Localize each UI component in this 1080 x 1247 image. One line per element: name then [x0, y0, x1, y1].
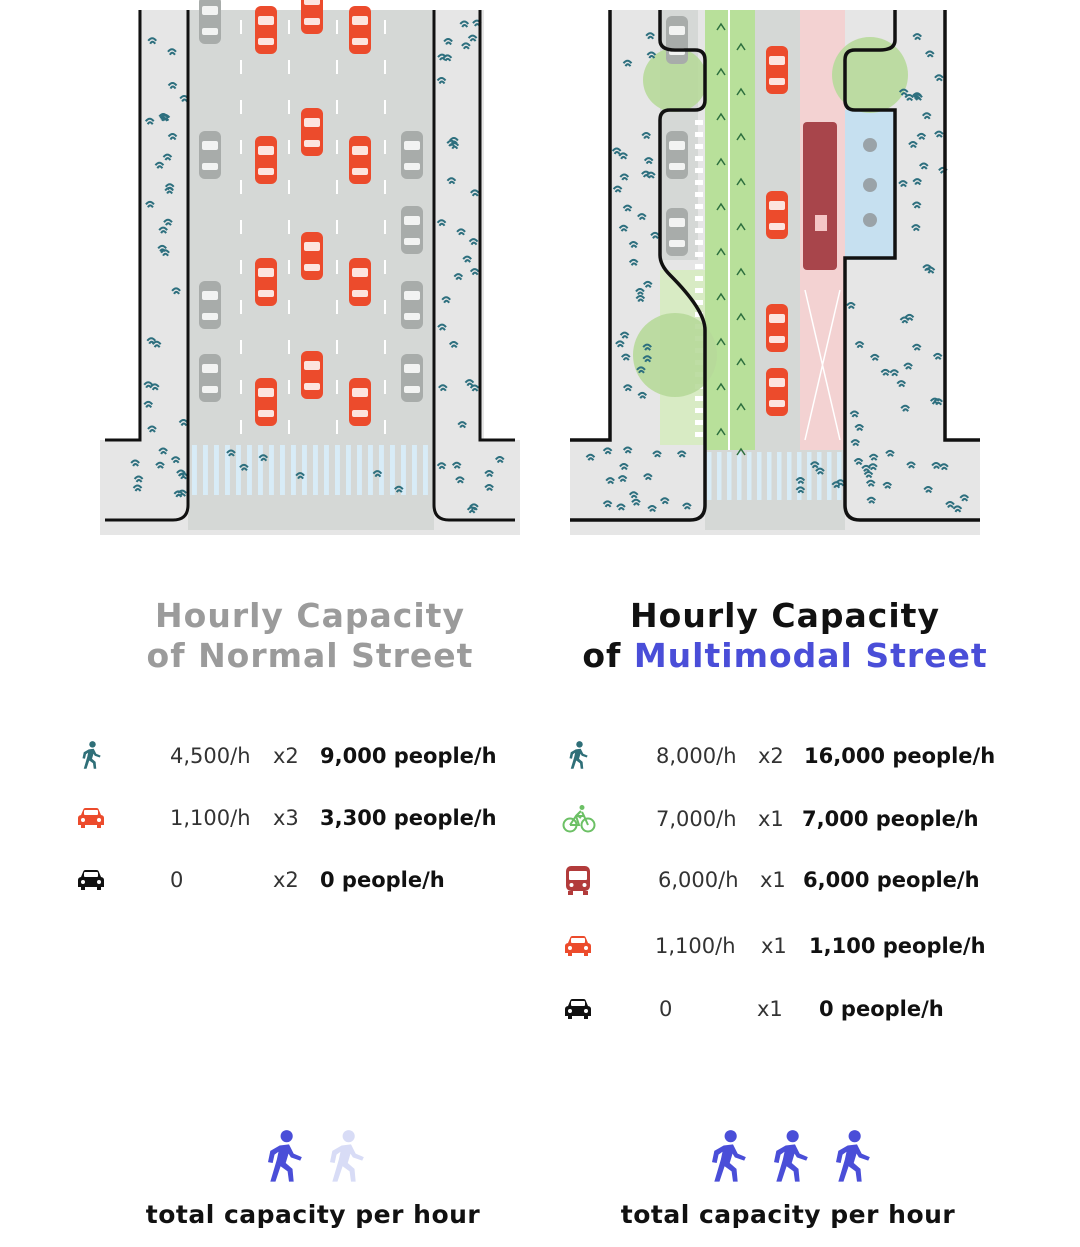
car: [349, 136, 371, 184]
crosswalk-stripe: [827, 452, 832, 500]
crosswalk-stripe: [368, 445, 373, 495]
car: [199, 281, 221, 329]
total: 9,000 people/h: [320, 744, 497, 768]
rate: 8,000/h: [656, 744, 737, 768]
total: 16,000 people/h: [804, 744, 996, 768]
capacity-row-bus: [562, 860, 1002, 900]
title-line-1: Hourly Capacity: [155, 596, 465, 635]
parked-cars: [666, 16, 688, 256]
car: [301, 108, 323, 156]
car: [666, 16, 688, 64]
crosswalk-stripe: [767, 452, 772, 500]
pedestrian-icon: [75, 740, 107, 772]
car: [766, 191, 788, 239]
title-line-2: of Normal Street: [146, 636, 474, 675]
normal-street-map: [100, 0, 520, 540]
normal-street-title: [80, 596, 540, 676]
crosswalk-stripe: [747, 452, 752, 500]
rate: 0: [659, 997, 673, 1021]
multiplier: x1: [757, 997, 783, 1021]
car-icon: [75, 802, 107, 834]
total: 0 people/h: [819, 997, 944, 1021]
multimodal-street-map: [565, 0, 985, 540]
crosswalk-stripe: [269, 445, 274, 495]
car: [199, 354, 221, 402]
crosswalk-stripe: [313, 445, 318, 495]
total: 3,300 people/h: [320, 806, 497, 830]
multimodal-street-total: [578, 1128, 998, 1229]
capacity-row-parked-car: [75, 860, 515, 900]
total: 1,100 people/h: [809, 934, 986, 958]
normal-street-total: [103, 1128, 523, 1229]
crosswalk-stripe: [302, 445, 307, 495]
multiplier: x1: [760, 868, 786, 892]
crosswalk-stripe: [236, 445, 241, 495]
crosswalk-stripe: [247, 445, 252, 495]
bicycle-icon: [562, 803, 594, 835]
crosswalk-stripe: [412, 445, 417, 495]
person-icon: [698, 1128, 754, 1190]
rate: 0: [170, 868, 184, 892]
car: [666, 208, 688, 256]
crosswalk-stripe: [737, 452, 742, 500]
person-icon: [316, 1128, 372, 1190]
car: [255, 258, 277, 306]
car: [349, 258, 371, 306]
total-capacity-label: total capacity per hour: [145, 1200, 481, 1229]
crosswalk-stripe: [335, 445, 340, 495]
cafe-table: [863, 213, 877, 227]
title-accent: Multimodal Street: [633, 636, 988, 675]
crosswalk-stripe: [787, 452, 792, 500]
multiplier: x1: [758, 807, 784, 831]
car: [766, 368, 788, 416]
crosswalk-stripe: [192, 445, 197, 495]
crosswalk-stripe: [707, 452, 712, 500]
multiplier: x2: [273, 744, 299, 768]
total: 6,000 people/h: [803, 868, 980, 892]
car: [401, 354, 423, 402]
capacity-people-icons: [103, 1128, 523, 1190]
crosswalk-stripe: [291, 445, 296, 495]
rate: 7,000/h: [656, 807, 737, 831]
car: [199, 0, 221, 44]
car: [766, 304, 788, 352]
crosswalk-stripe: [423, 445, 428, 495]
pedestrian-icon: [562, 740, 594, 772]
rate: 1,100/h: [170, 806, 251, 830]
car: [666, 131, 688, 179]
car-icon: [562, 930, 594, 962]
person-icon: [822, 1128, 878, 1190]
total-capacity-label: total capacity per hour: [620, 1200, 956, 1229]
car: [401, 206, 423, 254]
title-line-1: Hourly Capacity: [630, 596, 940, 635]
rate: 1,100/h: [655, 934, 736, 958]
total: 7,000 people/h: [802, 807, 979, 831]
person-icon: [254, 1128, 310, 1190]
bus: [803, 122, 837, 270]
crosswalk-stripe: [837, 452, 842, 500]
parked-car-icon: [75, 864, 107, 896]
car: [349, 378, 371, 426]
crosswalk-stripe: [203, 445, 208, 495]
car: [255, 378, 277, 426]
bus-icon: [562, 864, 594, 896]
multimodal-street-title: [555, 596, 1015, 676]
capacity-row-parked-car: [562, 989, 1002, 1029]
rate: 6,000/h: [658, 868, 739, 892]
person-icon: [760, 1128, 816, 1190]
car: [255, 136, 277, 184]
crosswalk-stripe: [280, 445, 285, 495]
capacity-row-pedestrian: [562, 736, 1002, 776]
capacity-people-icons: [578, 1128, 998, 1190]
capacity-row-car: [75, 798, 515, 838]
crosswalk-stripe: [214, 445, 219, 495]
crosswalk-stripe: [346, 445, 351, 495]
car: [301, 351, 323, 399]
crosswalk-stripe: [258, 445, 263, 495]
crosswalk-stripe: [757, 452, 762, 500]
title-of: of: [582, 636, 622, 675]
multiplier: x3: [273, 806, 299, 830]
capacity-row-car: [562, 926, 1002, 966]
crosswalk-stripe: [357, 445, 362, 495]
multiplier: x2: [273, 868, 299, 892]
multiplier: x2: [758, 744, 784, 768]
crosswalk-stripe: [324, 445, 329, 495]
capacity-row-bicycle: [562, 799, 1002, 839]
crosswalk-stripe: [777, 452, 782, 500]
crosswalk-stripe: [390, 445, 395, 495]
car: [401, 281, 423, 329]
parked-car-icon: [562, 993, 594, 1025]
cafe-table: [863, 138, 877, 152]
crosswalk-stripe: [817, 452, 822, 500]
crosswalk-stripe: [727, 452, 732, 500]
car: [349, 6, 371, 54]
cafe-table: [863, 178, 877, 192]
total: 0 people/h: [320, 868, 445, 892]
car: [766, 46, 788, 94]
car: [301, 0, 323, 34]
crosswalk-stripe: [807, 452, 812, 500]
car: [301, 232, 323, 280]
car: [401, 131, 423, 179]
multiplier: x1: [761, 934, 787, 958]
rate: 4,500/h: [170, 744, 251, 768]
crosswalk-stripe: [379, 445, 384, 495]
capacity-row-pedestrian: [75, 736, 515, 776]
car: [199, 131, 221, 179]
crosswalk-stripe: [717, 452, 722, 500]
car: [255, 6, 277, 54]
